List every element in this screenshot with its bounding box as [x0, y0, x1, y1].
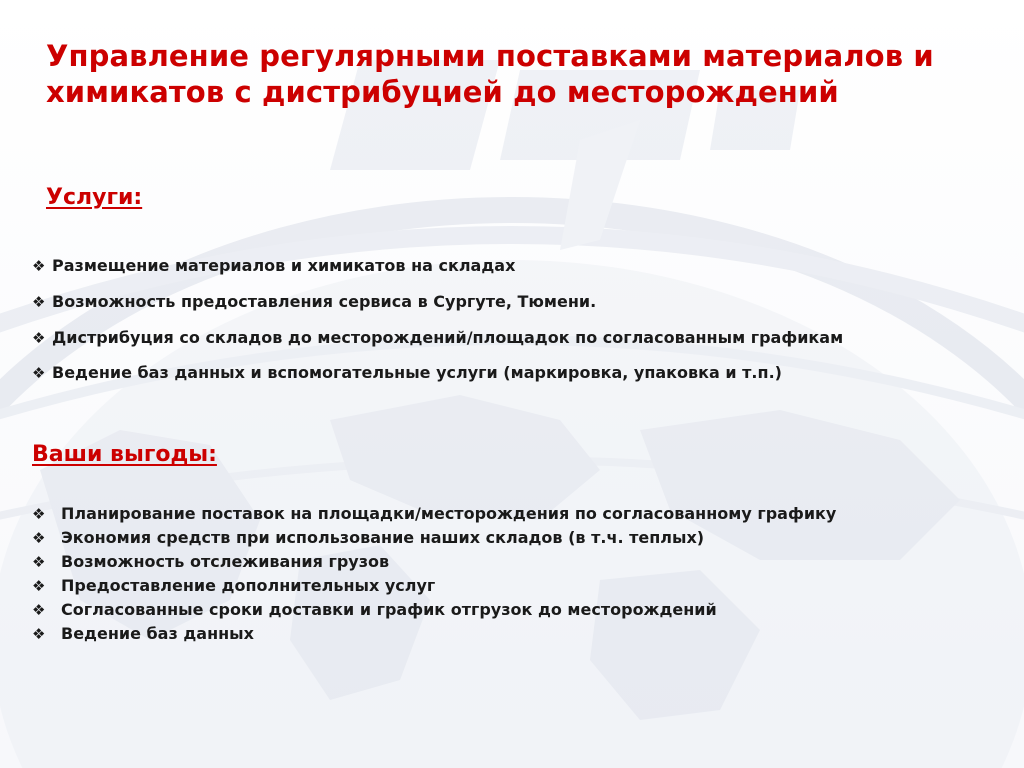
- list-item-text: Предоставление дополнительных услуг: [61, 576, 436, 595]
- diamond-bullet-icon: ❖: [32, 553, 46, 571]
- list-item: [32, 256, 982, 276]
- list-item-text: Планирование поставок на площадки/месторождения по согласованному графику: [61, 504, 837, 523]
- list-item: [32, 328, 982, 348]
- list-item-text: Согласованные сроки доставки и график отгрузок до месторождений: [61, 600, 717, 619]
- diamond-bullet-icon: ❖: [32, 257, 46, 275]
- benefits-heading: Ваши выгоды:: [32, 442, 217, 467]
- diamond-bullet-icon: ❖: [32, 577, 46, 595]
- diamond-bullet-icon: ❖: [32, 601, 46, 619]
- diamond-bullet-icon: ❖: [32, 293, 46, 311]
- services-heading: Услуги:: [46, 185, 143, 210]
- diamond-bullet-icon: ❖: [32, 364, 46, 382]
- list-item-text: Ведение баз данных и вспомогательные услуги (маркировка, упаковка и т.п.): [52, 363, 782, 382]
- benefits-list: [32, 502, 982, 646]
- list-item-text: Дистрибуция со складов до месторождений/площадок по согласованным графикам: [52, 328, 844, 347]
- list-item-text: Возможность предоставления сервиса в Сургуте, Тюмени.: [52, 292, 597, 311]
- slide-title: Управление регулярными поставками материалов и химикатов с дистрибуцией до месторождений: [46, 39, 934, 109]
- services-list: [32, 256, 982, 399]
- list-item-text: Возможность отслеживания грузов: [61, 552, 390, 571]
- list-item: [32, 598, 982, 622]
- list-item-text: Ведение баз данных: [61, 624, 254, 643]
- list-item: [32, 550, 982, 574]
- diamond-bullet-icon: ❖: [32, 625, 46, 643]
- list-item: [32, 292, 982, 312]
- diamond-bullet-icon: ❖: [32, 505, 46, 523]
- diamond-bullet-icon: ❖: [32, 329, 46, 347]
- list-item: [32, 526, 982, 550]
- list-item-text: Размещение материалов и химикатов на складах: [52, 256, 516, 275]
- list-item: [32, 363, 982, 383]
- list-item: [32, 502, 982, 526]
- list-item-text: Экономия средств при использование наших складов (в т.ч. теплых): [61, 528, 705, 547]
- list-item: [32, 574, 982, 598]
- diamond-bullet-icon: ❖: [32, 529, 46, 547]
- list-item: [32, 622, 982, 646]
